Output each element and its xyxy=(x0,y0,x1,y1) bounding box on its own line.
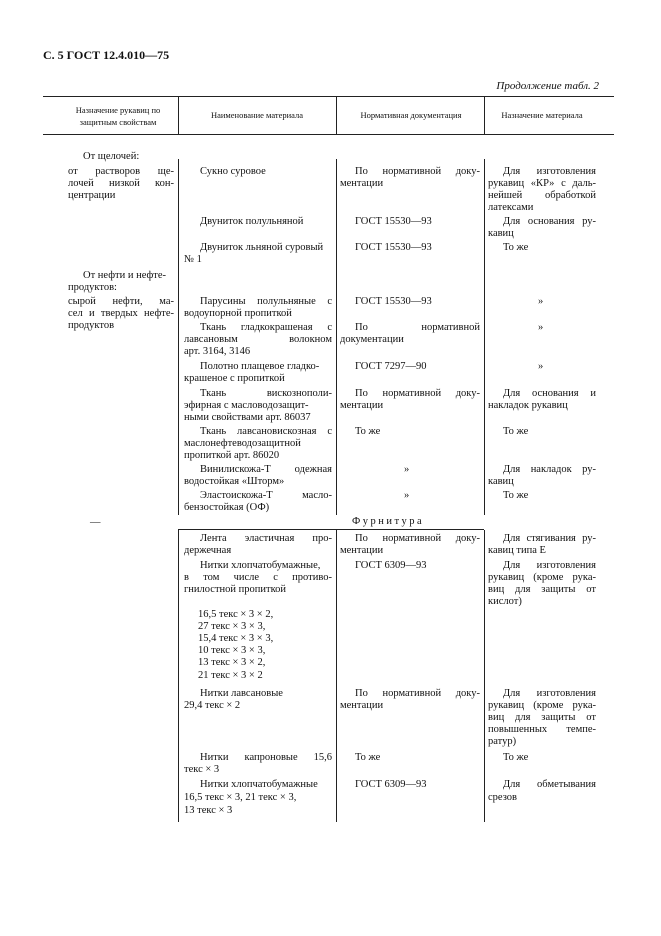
body-sep-3a xyxy=(484,159,485,515)
row11-doc-1: По нормативной доку- xyxy=(355,533,480,544)
row7-material-2: эфирная с масловодозащит- xyxy=(184,400,309,411)
row14-material-1: Нитки капроновые 15,6 xyxy=(200,752,332,763)
group-alkali-sub-3: центрации xyxy=(68,190,116,201)
row7-doc-2: ментации xyxy=(340,400,384,411)
row11-doc-2: ментации xyxy=(340,545,384,556)
row12-doc: ГОСТ 6309—93 xyxy=(355,560,427,571)
row7-use-1: Для основания и xyxy=(503,388,596,399)
col-header-material: Наименование материала xyxy=(210,110,304,120)
group-alkali-sub-1: от растворов ще- xyxy=(68,166,174,177)
row11-material-2: держечная xyxy=(184,545,232,556)
row6-material-2: крашеное с пропиткой xyxy=(184,373,285,384)
row7-use-2: накладок рукавиц xyxy=(488,400,568,411)
row9-use-1: Для накладок ру- xyxy=(503,464,596,475)
row1-use-2: рукавиц «КР» с даль- xyxy=(488,178,596,189)
row8-use: То же xyxy=(503,426,529,437)
group-oil-sub-1: сырой нефти, ма- xyxy=(68,296,174,307)
row12-use-2: рукавиц (кроме рука- xyxy=(488,572,596,583)
row7-doc-1: По нормативной доку- xyxy=(355,388,480,399)
row5-material-2: лавсановым волокном xyxy=(184,334,332,345)
size-item: 10 текс × 3 × 3, xyxy=(198,645,266,656)
row13-use-5: ратур) xyxy=(488,736,517,747)
row5-doc-1: По нормативной xyxy=(355,322,480,333)
row12-use-1: Для изготовления xyxy=(503,560,596,571)
row6-material-1: Полотно плащевое гладко- xyxy=(200,361,320,372)
row14-material-2: текс × 3 xyxy=(184,764,220,775)
furnitura-dash: — xyxy=(90,517,101,528)
row13-material-2: 29,4 текс × 2 xyxy=(184,700,241,711)
col-header-purpose: Назначение рукавиц по защитным свойствам xyxy=(75,105,161,127)
row1-use-4: латексами xyxy=(488,202,534,213)
row2-material: Двуниток полульняной xyxy=(200,216,304,227)
row4-use: » xyxy=(538,296,544,307)
row5-use: » xyxy=(538,322,544,333)
row15-use-1: Для обметывания xyxy=(503,779,596,790)
size-item: 27 текс × 3 × 3, xyxy=(198,621,266,632)
row12-use-4: кислот) xyxy=(488,596,522,607)
row11-use-2: кавиц типа Е xyxy=(488,545,546,556)
row13-use-4: повышенных темпе- xyxy=(488,724,596,735)
row3-doc: ГОСТ 15530—93 xyxy=(355,242,432,253)
row7-material-1: Ткань вискознополи- xyxy=(200,388,332,399)
row12-use-3: виц для защиты от xyxy=(488,584,596,595)
group-alkali-title: От щелочей: xyxy=(83,151,140,162)
row13-use-1: Для изготовления xyxy=(503,688,596,699)
row5-material-1: Ткань гладкокрашеная с xyxy=(200,322,332,333)
body-sep-2a xyxy=(336,159,337,515)
size-item: 21 текс × 3 × 2 xyxy=(198,670,263,681)
row1-use-3: нейшей обработкой xyxy=(488,190,596,201)
size-item: 15,4 текс × 3 × 3, xyxy=(198,633,274,644)
row2-use-1: Для основания ру- xyxy=(503,216,596,227)
size-item: 13 текс × 3 × 2, xyxy=(198,657,266,668)
row10-use: То же xyxy=(503,490,529,501)
row10-doc: » xyxy=(404,490,410,501)
row4-material-1: Парусины полульняные с xyxy=(200,296,332,307)
row14-use: То же xyxy=(503,752,529,763)
row3-use: То же xyxy=(503,242,529,253)
row13-doc-2: ментации xyxy=(340,700,384,711)
row1-doc-2: ментации xyxy=(340,178,384,189)
furnitura-rule xyxy=(178,529,484,530)
row2-use-2: кавиц xyxy=(488,228,514,239)
row9-material-1: Винилискожа-Т одежная xyxy=(200,464,332,475)
row5-doc-2: документации xyxy=(340,334,404,345)
header-sep-2 xyxy=(336,96,337,134)
group-oil-title-2: продуктов: xyxy=(68,282,117,293)
row9-material-2: водостойкая «Шторм» xyxy=(184,476,285,487)
row13-doc-1: По нормативной доку- xyxy=(355,688,480,699)
row8-material-1: Ткань лавсановискозная с xyxy=(200,426,332,437)
row8-material-2: маслонефтеводозащитной xyxy=(184,438,301,449)
header-sep-1 xyxy=(178,96,179,134)
size-item: 16,5 текс × 3 × 2, xyxy=(198,609,274,620)
row12-material-2: в том числе с противо- xyxy=(184,572,332,583)
row15-use-2: срезов xyxy=(488,792,517,803)
table-top-rule xyxy=(43,96,614,97)
row10-material-2: бензостойкая (ОФ) xyxy=(184,502,270,513)
row5-material-3: арт. 3164, 3146 xyxy=(184,346,251,357)
group-alkali-sub-2: лочей низкой кон- xyxy=(68,178,174,189)
row4-doc: ГОСТ 15530—93 xyxy=(355,296,432,307)
row11-material-1: Лента эластичная про- xyxy=(200,533,332,544)
continuation-label: Продолжение табл. 2 xyxy=(496,80,599,92)
row6-doc: ГОСТ 7297—90 xyxy=(355,361,427,372)
row13-material-1: Нитки лавсановые xyxy=(200,688,283,699)
row3-material-1: Двуниток льняной суровый xyxy=(200,242,324,253)
row9-use-2: кавиц xyxy=(488,476,514,487)
body-sep-2b xyxy=(336,530,337,822)
table-header-rule xyxy=(43,134,614,135)
row15-doc: ГОСТ 6309—93 xyxy=(355,779,427,790)
group-oil-title-1: От нефти и нефте- xyxy=(83,270,167,281)
furnitura-title: Фурнитура xyxy=(352,516,425,527)
row15-material-1: Нитки хлопчатобумажные xyxy=(200,779,318,790)
header-sep-3 xyxy=(484,96,485,134)
body-sep-1b xyxy=(178,530,179,822)
row1-use-1: Для изготовления xyxy=(503,166,596,177)
row3-material-2: № 1 xyxy=(184,254,202,265)
page-header: С. 5 ГОСТ 12.4.010—75 xyxy=(43,48,170,62)
row12-material-3: гнилостной пропиткой xyxy=(184,584,287,595)
group-oil-sub-3: продуктов xyxy=(68,320,115,331)
row9-doc: » xyxy=(404,464,410,475)
row11-use-1: Для стягивания ру- xyxy=(503,533,596,544)
row4-material-2: водоупорной пропиткой xyxy=(184,308,292,319)
col-header-use: Назначение материала xyxy=(501,110,583,120)
row15-material-2: 16,5 текс × 3, 21 текс × 3, xyxy=(184,792,297,803)
group-oil-sub-2: сел и твердых нефте- xyxy=(68,308,174,319)
row12-material-1: Нитки хлопчатобумажные, xyxy=(200,560,321,571)
body-sep-3b xyxy=(484,530,485,822)
row2-doc: ГОСТ 15530—93 xyxy=(355,216,432,227)
col-header-docs: Нормативная документация xyxy=(360,110,462,120)
row7-material-3: ными свойствами арт. 86037 xyxy=(184,412,311,423)
row8-material-3: пропиткой арт. 86020 xyxy=(184,450,280,461)
row13-use-3: виц для защиты от xyxy=(488,712,596,723)
row13-use-2: рукавиц (кроме рука- xyxy=(488,700,596,711)
row10-material-1: Эластоискожа-Т масло- xyxy=(200,490,332,501)
row1-doc-1: По нормативной доку- xyxy=(355,166,480,177)
body-sep-1a xyxy=(178,159,179,515)
row14-doc: То же xyxy=(355,752,381,763)
row15-material-3: 13 текс × 3 xyxy=(184,805,233,816)
row1-material: Сукно суровое xyxy=(200,166,266,177)
row6-use: » xyxy=(538,361,544,372)
row8-doc: То же xyxy=(355,426,381,437)
